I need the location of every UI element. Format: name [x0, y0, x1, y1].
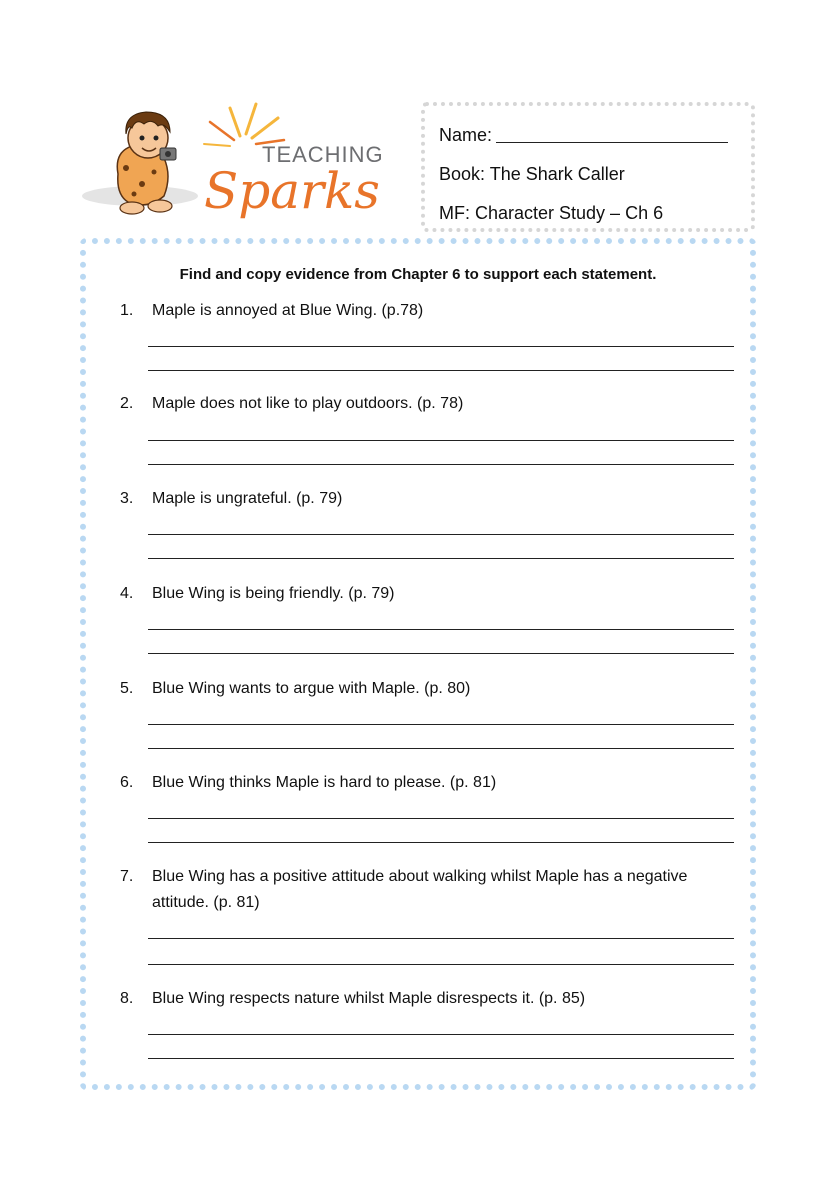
question-item	[120, 986, 720, 1012]
question-text: Maple is ungrateful. (p. 79)	[152, 490, 343, 507]
name-label: Name:	[439, 125, 493, 145]
worksheet-subtitle: MF: Character Study – Ch 6	[439, 203, 664, 223]
logo-word-sparks: Sparks	[204, 162, 380, 220]
answer-line[interactable]	[148, 558, 734, 559]
answer-line[interactable]	[148, 464, 734, 465]
question-text: Blue Wing wants to argue with Maple. (p. 80)	[152, 680, 471, 697]
question-number: 4.	[120, 585, 134, 602]
question-item	[120, 391, 720, 417]
question-number: 6.	[120, 774, 134, 791]
answer-line[interactable]	[148, 1034, 734, 1035]
question-number: 7.	[120, 868, 134, 885]
question-item	[120, 581, 720, 607]
question-text: Blue Wing thinks Maple is hard to please. (p. 81)	[152, 774, 497, 791]
name-blank-line[interactable]	[496, 126, 728, 143]
answer-line[interactable]	[148, 370, 734, 371]
question-number: 1.	[120, 302, 134, 319]
question-text: Blue Wing is being friendly. (p. 79)	[152, 585, 395, 602]
question-item	[120, 864, 720, 916]
question-number: 2.	[120, 395, 134, 412]
question-text: Maple does not like to play outdoors. (p. 78)	[152, 395, 464, 412]
answer-line[interactable]	[148, 629, 734, 630]
answer-line[interactable]	[148, 724, 734, 725]
teaching-sparks-logo	[80, 96, 400, 226]
answer-line[interactable]	[148, 440, 734, 441]
answer-line[interactable]	[148, 748, 734, 749]
answer-line[interactable]	[148, 964, 734, 965]
question-text: Blue Wing respects nature whilst Maple disrespects it. (p. 85)	[152, 990, 586, 1007]
name-field[interactable]	[439, 116, 739, 155]
question-text: Blue Wing has a positive attitude about walking whilst Maple has a negative attitude. (p. 81)	[152, 868, 688, 911]
question-item	[120, 298, 720, 324]
book-title: Book: The Shark Caller	[439, 164, 625, 184]
question-number: 5.	[120, 680, 134, 697]
question-item	[120, 770, 720, 796]
student-info-box	[421, 102, 755, 232]
answer-line[interactable]	[148, 653, 734, 654]
questions-panel	[80, 238, 756, 1090]
answer-line[interactable]	[148, 842, 734, 843]
answer-line[interactable]	[148, 938, 734, 939]
answer-line[interactable]	[148, 1058, 734, 1059]
question-text: Maple is annoyed at Blue Wing. (p.78)	[152, 302, 424, 319]
question-number: 8.	[120, 990, 134, 1007]
answer-line[interactable]	[148, 534, 734, 535]
question-item	[120, 676, 720, 702]
logo-word-teaching: TEACHING	[262, 142, 384, 167]
sun-rays-icon	[204, 104, 284, 146]
question-item	[120, 486, 720, 512]
answer-line[interactable]	[148, 346, 734, 347]
question-number: 3.	[120, 490, 134, 507]
logo-graphic	[80, 96, 400, 226]
answer-line[interactable]	[148, 818, 734, 819]
instruction-text: Find and copy evidence from Chapter 6 to support each statement.	[179, 266, 657, 283]
